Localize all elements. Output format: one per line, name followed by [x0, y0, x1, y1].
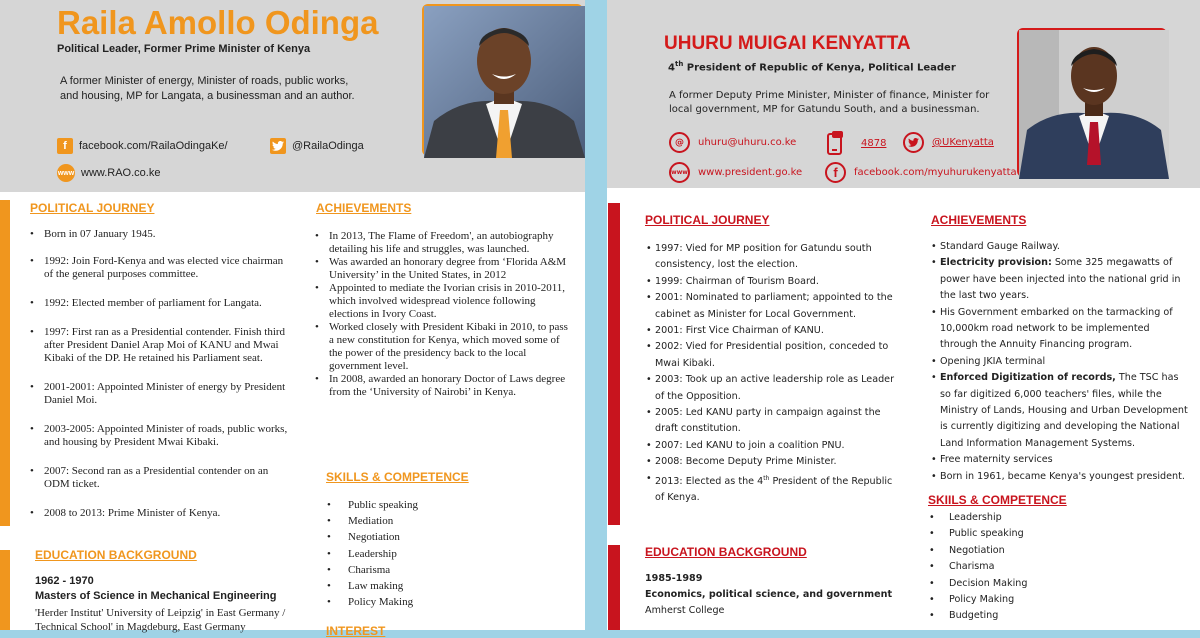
- uhuru-education-heading: EDUCATION BACKGROUND: [645, 545, 807, 559]
- raila-edu-degree: Masters of Science in Mechanical Engineering: [35, 590, 277, 602]
- item-text: Some 325 megawatts of power have been injected into the national grid in the last two years.: [940, 257, 1181, 302]
- facebook-icon: f: [825, 162, 846, 183]
- raila-name: Raila Amollo Odinga: [57, 4, 379, 41]
- uhuru-sms-text: 4878: [861, 137, 887, 149]
- list-item: • Negotiation: [929, 543, 1129, 559]
- list-item: • Policy Making: [929, 592, 1129, 608]
- list-item: • Charisma: [929, 559, 1129, 575]
- list-item: • Mediation: [327, 513, 527, 529]
- list-item: • 2007: Led KANU to join a coalition PNU.: [646, 438, 902, 454]
- education-accent-bar: [0, 550, 10, 630]
- list-item: • Standard Gauge Railway.: [931, 239, 1189, 255]
- list-item: • Negotiation: [327, 529, 527, 545]
- raila-resume: [0, 0, 585, 638]
- raila-website-contact[interactable]: [57, 164, 160, 182]
- list-item: [931, 370, 1189, 452]
- raila-photo: [422, 4, 583, 156]
- globe-icon: www: [57, 164, 75, 182]
- raila-bio: A former Minister of energy, Minister of roads, public works, and housing, MP for Langata, a businessman and an author.: [60, 75, 355, 102]
- list-item: • 2001-2001: Appointed Minister of energy by President Daniel Moi.: [30, 381, 295, 407]
- list-item: • 1997: Vied for MP position for Gatundu south consistency, lost the election.: [646, 241, 902, 274]
- raila-twitter-text: @RailaOdinga: [292, 140, 364, 152]
- raila-interest-heading: INTEREST: [326, 624, 386, 638]
- uhuru-email-text: uhuru@uhuru.co.ke: [698, 137, 797, 148]
- item-text: President of the Republic of Kenya.: [655, 475, 893, 504]
- list-item: • 2002: Vied for Presidential position, conceded to Mwai Kibaki.: [646, 339, 902, 372]
- list-item: • 2008 to 2013: Prime Minister of Kenya.: [30, 507, 295, 520]
- raila-achievements-heading: ACHIEVEMENTS: [316, 201, 412, 215]
- journey-accent-bar: [608, 203, 620, 525]
- item-bold: Electricity provision:: [940, 257, 1052, 269]
- uhuru-resume: [607, 0, 1200, 630]
- list-item: • Law making: [327, 578, 527, 594]
- raila-facebook-contact[interactable]: [57, 138, 228, 154]
- uhuru-twitter-text: @UKenyatta: [932, 137, 994, 148]
- uhuru-achievements-heading: ACHIEVEMENTS: [931, 213, 1027, 227]
- uhuru-portrait-icon: [1019, 30, 1169, 179]
- facebook-icon: f: [57, 138, 73, 154]
- raila-achievements-list: [315, 230, 570, 399]
- list-item: • Decision Making: [929, 576, 1129, 592]
- list-item: • Was awarded an honorary degree from ‘Florida A&M University’ in the United States, in 2012: [315, 256, 570, 282]
- twitter-icon: [903, 132, 924, 153]
- raila-skills-list: [327, 497, 527, 610]
- globe-icon: www: [669, 162, 690, 183]
- item-bold: Enforced Digitization of records,: [940, 372, 1116, 384]
- list-item: [646, 471, 902, 507]
- list-item: • 1997: First ran as a Presidential contender. Finish third after President Daniel Arap Moi of KANU and Mwai Kibaki of the DP. He retained his Parliament seat.: [30, 326, 295, 365]
- list-item: • 2008: Become Deputy Prime Minister.: [646, 454, 902, 470]
- list-item: • Born in 1961, became Kenya's youngest president.: [931, 469, 1189, 485]
- raila-edu-institution: 'Herder Institut' University of Leipzig' in East Germany / Technical School' in Magdeburg, East Germany: [35, 607, 286, 633]
- sms-phone-icon: [827, 131, 843, 155]
- uhuru-journey-heading: POLITICAL JOURNEY: [645, 213, 770, 227]
- subtitle-rest: President of Republic of Kenya, Political Leader: [683, 62, 956, 74]
- item-text: The TSC has so far digitized 6,000 teachers' files, while the Ministry of Lands, Housing and Urban Development is currently digitizing and developing the National Land Information Management Systems.: [940, 372, 1188, 449]
- uhuru-journey-list: [646, 241, 902, 507]
- raila-facebook-text: facebook.com/RailaOdingaKe/: [79, 140, 228, 152]
- list-item: • In 2008, awarded an honorary Doctor of Laws degree from the ‘University of Nairobi’ in Kenya.: [315, 373, 570, 399]
- list-item: • Public speaking: [327, 497, 527, 513]
- list-item: • Leadership: [327, 546, 527, 562]
- list-item: • 2007: Second ran as a Presidential contender on an ODM ticket.: [30, 465, 295, 491]
- raila-edu-years: 1962 - 1970: [35, 575, 94, 587]
- uhuru-achievements-list: [931, 239, 1189, 485]
- list-item: • In 2013, The Flame of Freedom', an autobiography detailing his life and struggles, was launched.: [315, 230, 570, 256]
- uhuru-edu-years: 1985-1989: [645, 573, 703, 584]
- item-text: 2013: Elected as the 4: [655, 475, 764, 487]
- raila-subtitle: Political Leader, Former Prime Minister of Kenya: [57, 43, 311, 55]
- raila-journey-list: [30, 228, 295, 520]
- subtitle-ordinal-suffix: th: [674, 60, 684, 68]
- list-item: • 2003-2005: Appointed Minister of roads, public works, and housing by President Mwai Kibaki.: [30, 423, 295, 449]
- list-item: • Public speaking: [929, 526, 1129, 542]
- uhuru-facebook-contact[interactable]: [825, 162, 1017, 183]
- raila-twitter-contact[interactable]: [270, 138, 364, 154]
- list-item: • Appointed to mediate the Ivorian crisis in 2010-2011, which involved widespread violence following elections in Ivory Coast.: [315, 282, 570, 321]
- list-item: • 2005: Led KANU party in campaign against the draft constitution.: [646, 405, 902, 438]
- list-item: • Free maternity services: [931, 452, 1189, 468]
- raila-website-text: www.RAO.co.ke: [81, 167, 161, 179]
- uhuru-edu-degree: Economics, political science, and government: [645, 589, 893, 600]
- twitter-icon: [270, 138, 286, 154]
- list-item: • Budgeting: [929, 608, 1129, 624]
- uhuru-email-contact[interactable]: [669, 132, 796, 153]
- list-item: • Opening JKIA terminal: [931, 354, 1189, 370]
- raila-journey-heading: POLITICAL JOURNEY: [30, 201, 155, 215]
- uhuru-edu-institution: Amherst College: [645, 605, 725, 616]
- list-item: • 2001: First Vice Chairman of KANU.: [646, 323, 902, 339]
- raila-education-heading: EDUCATION BACKGROUND: [35, 548, 197, 562]
- ordinal-suffix: th: [763, 474, 770, 482]
- uhuru-subtitle: [668, 60, 956, 73]
- uhuru-facebook-text: facebook.com/myuhurukenyatta: [854, 167, 1017, 178]
- list-item: [931, 255, 1189, 304]
- uhuru-skills-heading: SKIILS & COMPETENCE: [928, 493, 1067, 507]
- email-icon: @: [669, 132, 690, 153]
- uhuru-twitter-contact[interactable]: [903, 132, 994, 153]
- raila-skills-heading: SKILLS & COMPETENCE: [326, 470, 469, 484]
- uhuru-name: UHURU MUIGAI KENYATTA: [664, 33, 911, 54]
- education-accent-bar: [608, 545, 620, 630]
- list-item: • Leadership: [929, 510, 1129, 526]
- journey-accent-bar: [0, 200, 10, 526]
- subtitle-ordinal: 4: [668, 62, 675, 74]
- uhuru-photo: [1017, 28, 1167, 177]
- uhuru-website-text: www.president.go.ke: [698, 167, 803, 178]
- list-item: • Policy Making: [327, 594, 527, 610]
- list-item: • His Government embarked on the tarmacking of 10,000km road network to be implemented through the Annuity Financing program.: [931, 305, 1189, 354]
- list-item: • Worked closely with President Kibaki in 2010, to pass a new constitution for Kenya, which moved some of the power of the presidency back to the local government level.: [315, 321, 570, 373]
- list-item: • 2001: Nominated to parliament; appointed to the cabinet as Minister for Local Government.: [646, 290, 902, 323]
- raila-portrait-icon: [424, 6, 585, 158]
- list-item: • Born in 07 January 1945.: [30, 228, 295, 241]
- uhuru-skills-list: [929, 510, 1129, 625]
- list-item: • 1999: Chairman of Tourism Board.: [646, 274, 902, 290]
- list-item: • 2003: Took up an active leadership role as Leader of the Opposition.: [646, 372, 902, 405]
- list-item: • Charisma: [327, 562, 527, 578]
- list-item: • 1992: Join Ford-Kenya and was elected vice chairman of the general purposes committee.: [30, 255, 295, 281]
- uhuru-website-contact[interactable]: [669, 162, 802, 183]
- uhuru-sms-contact[interactable]: [827, 131, 886, 155]
- list-item: • 1992: Elected member of parliament for Langata.: [30, 297, 295, 310]
- uhuru-bio: A former Deputy Prime Minister, Minister of finance, Minister for local government, MP for Gatundu South, and a businessman.: [669, 90, 990, 115]
